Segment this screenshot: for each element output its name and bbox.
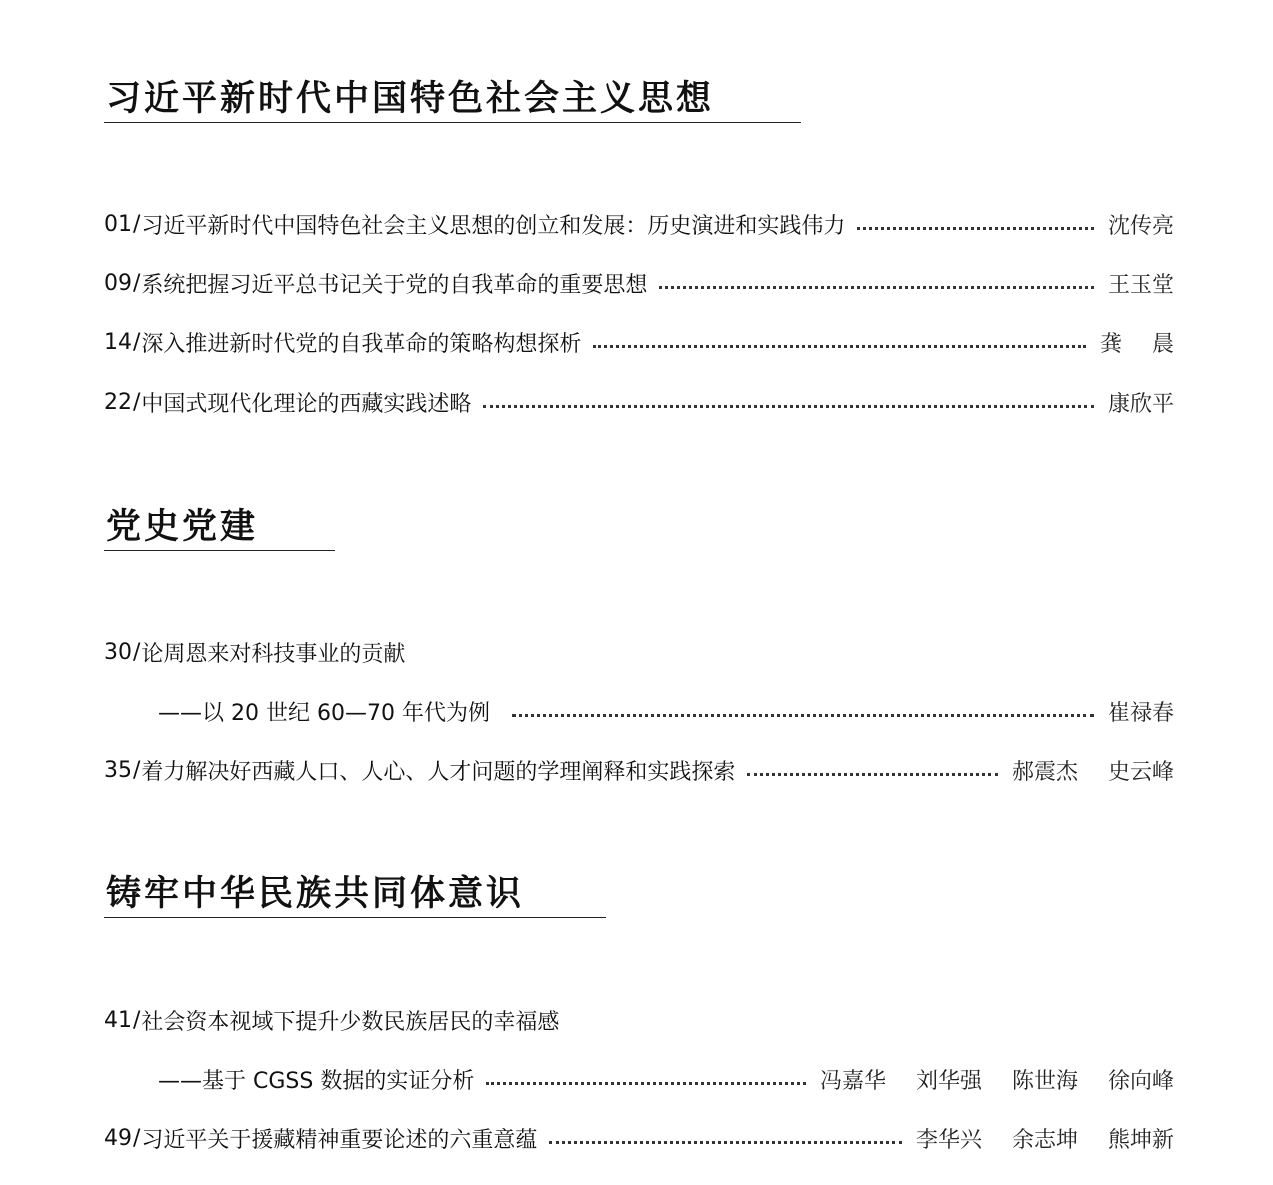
author: 冯嘉华 [819, 1068, 886, 1094]
page-number: 14 [104, 329, 132, 355]
article-title: 习近平关于援藏精神重要论述的六重意蕴 [141, 1127, 538, 1153]
dot-leader [857, 227, 1094, 230]
toc-entry[interactable] [104, 266, 1174, 300]
author: 刘华强 [915, 1068, 982, 1094]
authors [1108, 268, 1174, 299]
author: 熊坤新 [1107, 1127, 1174, 1153]
page-number: 30 [104, 639, 132, 665]
section-heading-2: 党史党建 [106, 507, 259, 547]
separator: / [133, 389, 141, 415]
article-title: 社会资本视域下提升少数民族居民的幸福感 [141, 1009, 560, 1035]
dot-leader [747, 773, 998, 776]
separator: / [133, 270, 141, 296]
page-number: 35 [104, 757, 132, 783]
toc-entry[interactable] [104, 635, 1174, 669]
separator: / [133, 211, 141, 237]
authors [1108, 387, 1174, 418]
article-subtitle: ——以 20 世纪 60—70 年代为例 [158, 700, 490, 726]
section-rule-3 [104, 917, 606, 918]
toc-entry[interactable] [104, 753, 1174, 787]
separator: / [133, 329, 141, 355]
article-subtitle: ——基于 CGSS 数据的实证分析 [158, 1068, 475, 1094]
toc-entry[interactable] [104, 385, 1174, 419]
section-rule-1 [104, 122, 801, 123]
author: 余志坤 [1011, 1127, 1078, 1153]
dot-leader [549, 1141, 902, 1144]
page-number: 49 [104, 1125, 132, 1151]
authors [820, 1064, 1174, 1095]
separator: / [133, 1125, 141, 1151]
toc-entry[interactable] [104, 207, 1174, 241]
authors [1012, 755, 1174, 786]
toc-entry[interactable] [104, 1003, 1174, 1037]
separator: / [133, 1007, 141, 1033]
separator: / [133, 757, 141, 783]
section-rule-2 [104, 550, 335, 551]
toc-entry[interactable] [104, 1121, 1174, 1155]
author: 沈传亮 [1107, 213, 1174, 239]
separator: / [133, 639, 141, 665]
article-title: 着力解决好西藏人口、人心、人才问题的学理阐释和实践探索 [141, 759, 736, 785]
author: 王玉堂 [1107, 272, 1174, 298]
toc-entry-subtitle[interactable] [158, 694, 1174, 728]
article-title: 习近平新时代中国特色社会主义思想的创立和发展：历史演进和实践伟力 [141, 213, 846, 239]
page-number: 09 [104, 270, 132, 296]
author: 康欣平 [1107, 391, 1174, 417]
section-heading-3: 铸牢中华民族共同体意识 [106, 874, 525, 914]
dot-leader [486, 1082, 806, 1085]
article-title: 中国式现代化理论的西藏实践述略 [141, 391, 472, 417]
page-number: 41 [104, 1007, 132, 1033]
author: 郝震杰 [1011, 759, 1078, 785]
author: 李华兴 [915, 1127, 982, 1153]
section-heading-1: 习近平新时代中国特色社会主义思想 [106, 79, 715, 119]
toc-entry-subtitle[interactable] [158, 1062, 1174, 1096]
page-number: 01 [104, 211, 132, 237]
page-number: 22 [104, 389, 132, 415]
article-title: 系统把握习近平总书记关于党的自我革命的重要思想 [141, 272, 648, 298]
author: 陈世海 [1011, 1068, 1078, 1094]
author: 龚晨 [1099, 331, 1204, 357]
author: 史云峰 [1107, 759, 1174, 785]
authors [1108, 696, 1174, 727]
article-title: 深入推进新时代党的自我革命的策略构想探析 [141, 331, 582, 357]
authors [1108, 209, 1174, 240]
dot-leader [593, 345, 1086, 348]
dot-leader [512, 714, 1094, 717]
authors [1099, 327, 1204, 358]
dot-leader [483, 405, 1094, 408]
authors [916, 1123, 1174, 1154]
toc-entry[interactable] [104, 325, 1204, 359]
author: 崔禄春 [1107, 700, 1174, 726]
author: 徐向峰 [1107, 1068, 1174, 1094]
dot-leader [659, 286, 1094, 289]
article-title: 论周恩来对科技事业的贡献 [141, 641, 406, 667]
